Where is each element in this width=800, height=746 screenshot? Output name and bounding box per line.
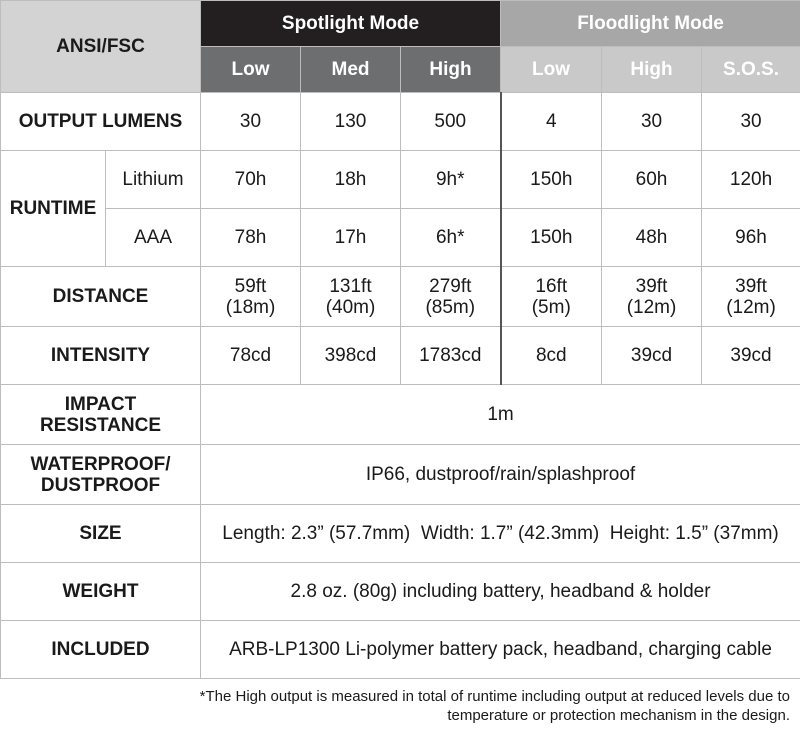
- row-weight: [1, 563, 800, 621]
- footnote-line: temperature or protection mechanism in the design.: [447, 707, 790, 724]
- row-impact-resistance: [1, 385, 800, 445]
- table-cell: 48h: [602, 209, 702, 267]
- table-cell: 60h: [602, 151, 702, 209]
- distance-ft: 279ft: [429, 275, 472, 297]
- table-cell: 30: [602, 93, 702, 151]
- row-waterproof: [1, 445, 800, 505]
- distance-ft: 39ft: [635, 275, 668, 297]
- row-distance: [1, 267, 800, 327]
- row-sublabel: AAA: [106, 209, 201, 267]
- distance-m: (18m): [225, 296, 276, 318]
- subheader-spot-high: High: [401, 47, 501, 93]
- table-cell: 2.8 oz. (80g) including battery, headband & holder: [201, 563, 800, 621]
- header-ansi-fsc: ANSI/FSC: [1, 1, 201, 93]
- table-cell: [602, 267, 702, 327]
- table-cell: 30: [201, 93, 301, 151]
- footnote-line: *The High output is measured in total of runtime including output at reduced levels due to: [199, 688, 790, 705]
- subheader-spot-med: Med: [301, 47, 401, 93]
- table-cell: 39cd: [602, 327, 702, 385]
- subheader-flood-low: Low: [501, 47, 602, 93]
- table-cell: [401, 267, 501, 327]
- table-cell: IP66, dustproof/rain/splashproof: [201, 445, 800, 505]
- table-cell: [501, 267, 602, 327]
- table-cell: [201, 267, 301, 327]
- table-cell: 96h: [702, 209, 800, 267]
- row-included: [1, 621, 800, 679]
- subheader-flood-high: High: [602, 47, 702, 93]
- label-line: WATERPROOF/: [30, 453, 171, 475]
- row-runtime-aaa: [1, 209, 800, 267]
- row-label: [1, 445, 201, 505]
- row-runtime-lithium: [1, 151, 800, 209]
- row-sublabel: Lithium: [106, 151, 201, 209]
- distance-m: (85m): [425, 296, 476, 318]
- distance-ft: 39ft: [735, 275, 767, 297]
- row-label: RUNTIME: [1, 151, 106, 267]
- row-label: SIZE: [1, 505, 201, 563]
- table-cell: 78h: [201, 209, 301, 267]
- table-cell: 120h: [702, 151, 800, 209]
- table-cell: [301, 267, 401, 327]
- table-cell: 500: [401, 93, 501, 151]
- subheader-spot-low: Low: [201, 47, 301, 93]
- label-line: DUSTPROOF: [40, 474, 161, 496]
- row-size: [1, 505, 800, 563]
- table-cell: 78cd: [201, 327, 301, 385]
- table-cell: 39cd: [702, 327, 800, 385]
- table-cell: [702, 267, 800, 327]
- row-label: WEIGHT: [1, 563, 201, 621]
- row-label: DISTANCE: [1, 267, 201, 327]
- table-cell: Length: 2.3” (57.7mm) Width: 1.7” (42.3mm) Height: 1.5” (37mm): [201, 505, 800, 563]
- table-cell: 130: [301, 93, 401, 151]
- row-intensity: [1, 327, 800, 385]
- table-cell: 30: [702, 93, 800, 151]
- table-cell: 150h: [501, 209, 602, 267]
- label-line: RESISTANCE: [39, 414, 162, 436]
- distance-ft: 59ft: [234, 275, 267, 297]
- table-cell: 1783cd: [401, 327, 501, 385]
- row-label: OUTPUT LUMENS: [1, 93, 201, 151]
- table-cell: 70h: [201, 151, 301, 209]
- table-cell: 398cd: [301, 327, 401, 385]
- distance-m: (12m): [726, 296, 776, 318]
- header-floodlight-mode: Floodlight Mode: [501, 1, 800, 47]
- header-spotlight-mode: Spotlight Mode: [201, 1, 501, 47]
- table-cell: 18h: [301, 151, 401, 209]
- distance-m: (40m): [325, 296, 376, 318]
- table-cell: ARB-LP1300 Li-polymer battery pack, headband, charging cable: [201, 621, 800, 679]
- label-line: IMPACT: [64, 393, 137, 415]
- distance-ft: 131ft: [329, 275, 372, 297]
- table-cell: 17h: [301, 209, 401, 267]
- table-cell: 1m: [201, 385, 800, 445]
- row-label: [1, 385, 201, 445]
- table-cell: 8cd: [501, 327, 602, 385]
- table-cell: 9h*: [401, 151, 501, 209]
- distance-ft: 16ft: [535, 275, 568, 297]
- distance-m: (5m): [531, 296, 571, 318]
- distance-m: (12m): [626, 296, 677, 318]
- row-label: INTENSITY: [1, 327, 201, 385]
- table-cell: 6h*: [401, 209, 501, 267]
- subheader-flood-sos: S.O.S.: [702, 47, 800, 93]
- row-label: INCLUDED: [1, 621, 201, 679]
- table-cell: 4: [501, 93, 602, 151]
- footnote: [0, 679, 790, 725]
- table-cell: 150h: [501, 151, 602, 209]
- row-output-lumens: [1, 93, 800, 151]
